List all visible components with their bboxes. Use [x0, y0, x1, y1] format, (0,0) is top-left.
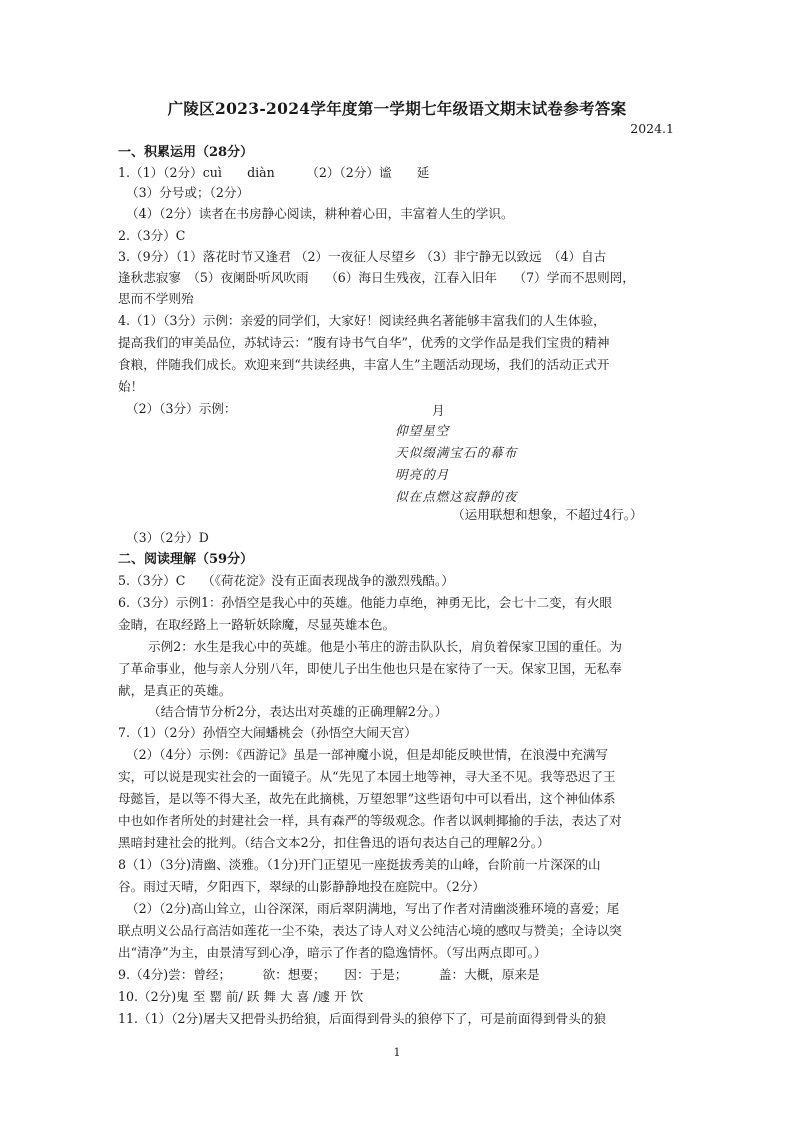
section-heading-2: 二、阅读理解（59分）	[118, 552, 254, 567]
poem-line: 明亮的月	[395, 467, 450, 482]
answer-line: 11.（1）（2分)屠夫又把骨头扔给狼，后面得到骨头的狼停下了，可是前面得到骨头的狼	[118, 1011, 607, 1026]
answer-line: （结合情节分析2分，表达出对英雄的正确理解2分。）	[148, 704, 448, 719]
section-heading-1: 一、积累运用（28分）	[118, 145, 254, 160]
answer-line: 母懿旨，是以等不得大圣，故先在此摘桃，万望恕罪”这些语句中可以看出，这个神仙体系	[118, 791, 616, 806]
answer-line: 3.（9分）（1）落花时节又逢君 （2）一夜征人尽望乡 （3）非宁静无以致远 （4）自古	[118, 249, 607, 264]
answer-line: 中也如作者所处的封建社会一样，具有森严的等级观念。作者以讽刺揶揄的手法，表达了对	[118, 813, 622, 828]
answer-line: （2）（3分）示例：	[126, 401, 237, 416]
answer-line: 食粮，伴随我们成长。欢迎来到“共读经典，丰富人生”主题活动现场，我们的活动正式开	[118, 357, 610, 372]
answer-line: 2.（3分）C	[118, 228, 186, 243]
answer-line: 始！	[118, 379, 144, 394]
answer-line: 9.（4分)尝：曾经； 欲：想要； 因：于是； 盖：大概，原来是	[118, 967, 540, 982]
page-number: 1	[393, 1046, 401, 1059]
answer-line: 逢秋悲寂寥 （5）夜阑卧听风吹雨 （6）海日生残夜，江春入旧年 （7）学而不思则罔，	[118, 270, 635, 285]
answer-line: 实，可以说是现实社会的一面镜子。从“先见了本园土地等神，寻大圣不见。我等恐迟了王	[118, 769, 616, 784]
poem-title: 月	[432, 403, 445, 418]
poem-line: 仰望星空	[395, 423, 450, 438]
answer-line: 4.（1）（3分）示例：亲爱的同学们，大家好！阅读经典名著能够丰富我们的人生体验，	[118, 313, 606, 328]
answer-line: 1.（1）（2分）cuì diàn （2）（2分）谧 延	[118, 165, 430, 180]
date-label: 2024.1	[630, 121, 674, 136]
answer-line: （4）（2分）读者在书房静心阅读，耕种着心田，丰富着人生的学识。	[126, 206, 514, 221]
answer-line: 提高我们的审美品位，苏轼诗云：“腹有诗书气自华”，优秀的文学作品是我们宝贵的精神	[118, 335, 610, 350]
answer-line: 了革命事业，他与亲人分别八年，即使儿子出生他也只是在家待了一天。保家卫国，无私奉	[118, 661, 622, 676]
poem-note: （运用联想和想象，不超过4行。）	[452, 507, 643, 522]
answer-line: （3）分号或；（2分）	[126, 185, 250, 200]
answer-line: 黑暗封建社会的批判。（结合文本2分，扣住鲁迅的语句表达自己的理解2分。）	[118, 835, 550, 850]
poem-line: 似在点燃这寂静的夜	[395, 489, 518, 504]
answer-line: 思而不学则殆	[118, 291, 194, 306]
answer-line: 8（1）（3分)清幽、淡雅。（1分)开门正望见一座挺拔秀美的山峰，台阶前一片深深的山	[118, 857, 601, 872]
answer-line: 5.（3分）C （《荷花淀》没有正面表现战争的激烈残酷。）	[118, 573, 454, 588]
answer-line: 示例2：水生是我心中的英雄。他是小苇庄的游击队队长，肩负着保家卫国的重任。为	[148, 639, 622, 654]
page-title: 广陵区2023-2024学年度第一学期七年级语文期末试卷参考答案	[167, 99, 627, 118]
answer-line: （3）（2分）D	[126, 530, 209, 545]
answer-line: 7.（1）（2分）孙悟空大闹蟠桃会（孙悟空大闹天宫）	[118, 725, 417, 740]
poem-line: 天似缀满宝石的幕布	[395, 445, 518, 460]
answer-line: 谷。雨过天晴，夕阳西下，翠绿的山影静静地投在庭院中。（2分）	[118, 879, 485, 894]
answer-line: 10.（2分)鬼 至 罂 前/ 跃 舞 大 喜 /遽 开 饮	[118, 989, 364, 1004]
answer-line: 金睛，在取经路上一路斩妖除魔，尽显英雄本色。	[118, 617, 396, 632]
answer-line: 联点明义公品行高洁如莲花一尘不染，表达了诗人对义公纯洁心境的感叹与赞美；全诗以突	[118, 923, 622, 938]
answer-line: 献，是真正的英雄。	[118, 683, 232, 698]
answer-line: （2）（4分）示例：《西游记》虽是一部神魔小说，但是却能反映世情，在浪漫中充满写	[126, 747, 608, 762]
answer-line: 出“清净”为主，由景清写到心净，暗示了作者的隐逸情怀。（写出两点即可。）	[118, 945, 547, 960]
answer-line: 6.（3分）示例1：孙悟空是我心中的英雄。他能力卓绝，神勇无比，会七十二变，有火眼	[118, 595, 613, 610]
answer-line: （2）（2分)高山耸立，山谷深深，雨后翠阴满地，写出了作者对清幽淡雅环境的喜爱；尾	[126, 901, 620, 916]
